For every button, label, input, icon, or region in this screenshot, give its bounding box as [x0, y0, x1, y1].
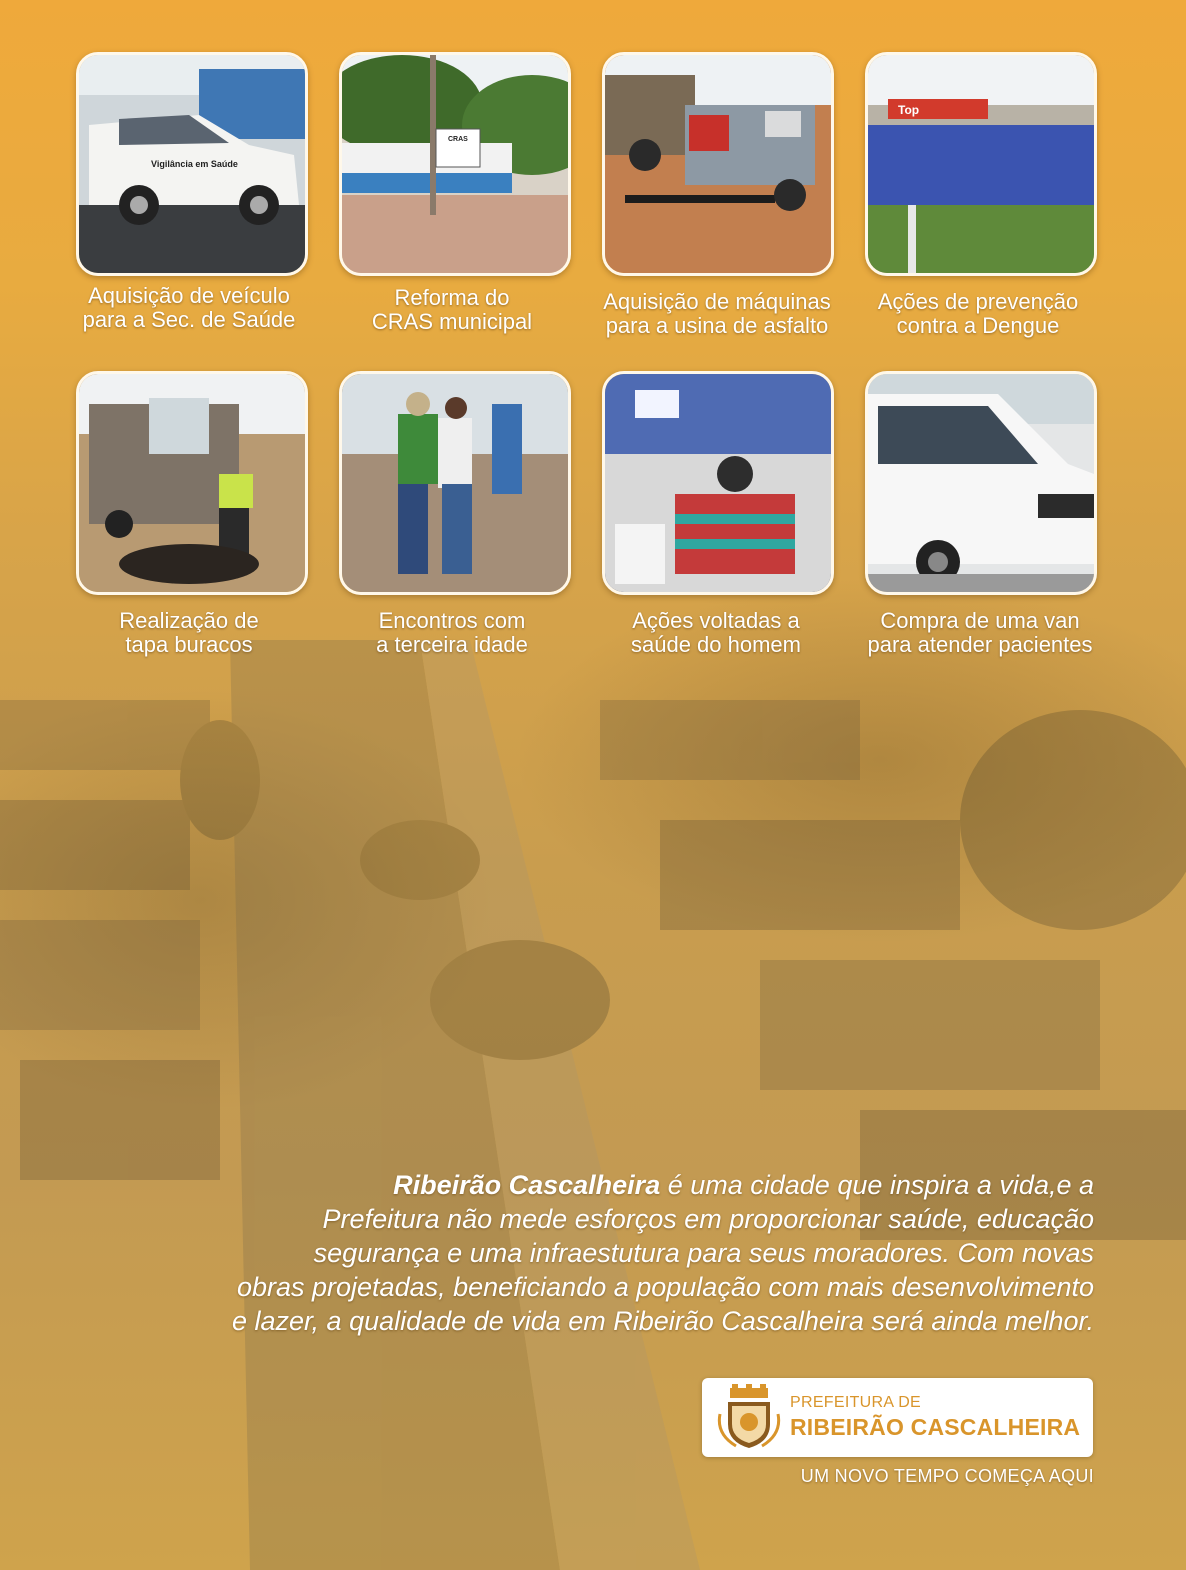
- slogan: UM NOVO TEMPO COMEÇA AQUI: [800, 1466, 1094, 1486]
- photo-cras-building: [339, 52, 571, 276]
- caption-elderly-meetings: Encontros com a terceira idade: [376, 608, 528, 657]
- photo-asphalt-machines: [602, 52, 834, 276]
- svg-text:Vigilância em Saúde: Vigilância em Saúde: [151, 159, 238, 169]
- logo-city-label: RIBEIRÃO CASCALHEIRA: [790, 1414, 1081, 1440]
- photo-patient-van: [865, 371, 1097, 595]
- caption-asphalt-machines: Aquisição de máquinas para a usina de asfalto: [603, 289, 831, 338]
- city-name: Ribeirão Cascalheira: [393, 1170, 661, 1200]
- photo-dengue-team: [865, 52, 1097, 276]
- caption-mens-health: Ações voltadas a saúde do homem: [631, 608, 801, 657]
- municipal-seal-icon: [716, 1384, 782, 1452]
- caption-health-vehicle: Aquisição de veículo para a Sec. de Saúde: [82, 283, 296, 332]
- prefeitura-logo: [702, 1378, 1093, 1457]
- caption-patient-van: Compra de uma van para atender pacientes: [867, 608, 1093, 657]
- svg-text:Top: Top: [898, 103, 920, 117]
- caption-pothole-repair: Realização de tapa buracos: [119, 608, 259, 657]
- svg-text:CRAS: CRAS: [448, 136, 468, 143]
- intro-paragraph: Ribeirão Cascalheira é uma cidade que inspira a vida,e a Prefeitura não mede esforços em proporcionar saúde, educação segurança e uma infraestutura para seus moradores. Com novas obras projetadas, beneficiando a população com mais desenvolvimento e lazer, a qualidade de vida em Ribeirão Cascalheira será ainda melhor.: [232, 1170, 1094, 1336]
- caption-dengue-prevention: Ações de prevenção contra a Dengue: [877, 289, 1079, 338]
- caption-cras-renovation: Reforma do CRAS municipal: [371, 285, 533, 334]
- photo-elderly-dance: [339, 371, 571, 595]
- logo-prefeitura-label: PREFEITURA DE: [790, 1394, 922, 1411]
- photo-pothole-repair: [76, 371, 308, 595]
- photo-mens-health-event: [602, 371, 834, 595]
- photo-health-vehicle: [76, 52, 308, 276]
